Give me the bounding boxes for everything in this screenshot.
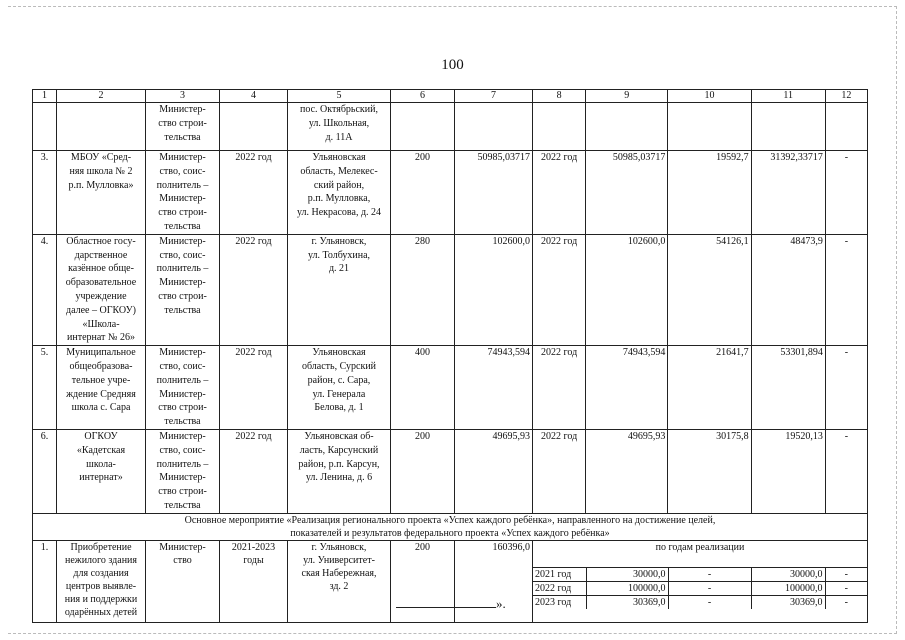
other-funds: - — [825, 429, 867, 513]
table-row — [33, 346, 868, 430]
row-number: 1. — [33, 540, 57, 622]
signature-line — [396, 597, 496, 608]
address: Ульяновская область, Сурский район, с. Сара, ул. Генерала Белова, д. 1 — [288, 346, 391, 430]
period — [220, 103, 288, 151]
data-table — [32, 89, 868, 623]
by-years-label: по годам реализации — [533, 541, 867, 568]
executor: Министер- ство строи- тельства — [146, 103, 220, 151]
funding-total: 102600,0 — [586, 234, 668, 345]
address: пос. Октябрьский, ул. Школьная, д. 11А — [288, 103, 391, 151]
total-cost: 50985,03717 — [455, 151, 533, 235]
header-cell: 6 — [391, 90, 455, 103]
page-number: 100 — [441, 57, 464, 73]
regional-funds: 19520,13 — [751, 429, 825, 513]
other-funds: - — [825, 234, 867, 345]
period: 2022 год — [220, 429, 288, 513]
federal-funds: 21641,7 — [668, 346, 751, 430]
year-label: 2021 год — [533, 568, 586, 582]
capacity: 200 — [391, 540, 455, 622]
row-number: 4. — [33, 234, 57, 345]
year-row — [533, 581, 867, 595]
year-total: 30369,0 — [586, 595, 668, 609]
year-label: 2023 год — [533, 595, 586, 609]
capacity: 200 — [391, 151, 455, 235]
total-cost — [455, 103, 533, 151]
funding-total: 50985,03717 — [586, 151, 668, 235]
header-cell: 2 — [57, 90, 146, 103]
header-cell: 12 — [825, 90, 867, 103]
year-regional: 100000,0 — [751, 581, 825, 595]
total-cost: 49695,93 — [455, 429, 533, 513]
funding-year: 2022 год — [533, 346, 586, 430]
funding-year — [533, 103, 586, 151]
year-total: 100000,0 — [586, 581, 668, 595]
table-row — [33, 234, 868, 345]
period: 2022 год — [220, 234, 288, 345]
table-body — [33, 103, 868, 514]
year-regional: 30000,0 — [751, 568, 825, 582]
funding-year: 2022 год — [533, 429, 586, 513]
total-cost: 74943,594 — [455, 346, 533, 430]
other-funds: - — [825, 151, 867, 235]
year-federal: - — [668, 568, 751, 582]
funding-year: 2022 год — [533, 234, 586, 345]
other-funds: - — [825, 346, 867, 430]
year-other: - — [825, 595, 867, 609]
executor: Министер- ство, соис- полнитель – Министер- ство строи- тельства — [146, 429, 220, 513]
year-total: 30000,0 — [586, 568, 668, 582]
regional-funds: 48473,9 — [751, 234, 825, 345]
header-cell: 11 — [751, 90, 825, 103]
regional-funds — [751, 103, 825, 151]
footer-suffix: ». — [496, 596, 506, 611]
period: 2021-2023 годы — [220, 540, 288, 622]
capacity — [391, 103, 455, 151]
federal-funds: 54126,1 — [668, 234, 751, 345]
executor: Министер- ство, соис- полнитель – Министер- ство строи- тельства — [146, 346, 220, 430]
other-funds — [825, 103, 867, 151]
header-cell: 10 — [668, 90, 751, 103]
row-number — [33, 103, 57, 151]
federal-funds: 19592,7 — [668, 151, 751, 235]
total-cost: 102600,0 — [455, 234, 533, 345]
years-cell — [533, 540, 868, 622]
row-number: 6. — [33, 429, 57, 513]
table-row — [33, 103, 868, 151]
capacity: 280 — [391, 234, 455, 345]
year-federal: - — [668, 595, 751, 609]
address: Ульяновская об- ласть, Карсунский район, р.п. Карсун, ул. Ленина, д. 6 — [288, 429, 391, 513]
year-other: - — [825, 581, 867, 595]
section-row — [33, 513, 868, 540]
footer-closing — [396, 596, 506, 612]
executor: Министер- ство — [146, 540, 220, 622]
period: 2022 год — [220, 346, 288, 430]
object-name: Муниципальное общеобразова- тельное учре- ждение Средняя школа с. Сара — [57, 346, 146, 430]
header-cell: 3 — [146, 90, 220, 103]
year-federal: - — [668, 581, 751, 595]
header-cell: 1 — [33, 90, 57, 103]
header-cell: 4 — [220, 90, 288, 103]
federal-funds — [668, 103, 751, 151]
section-title: Основное мероприятие «Реализация регионального проекта «Успех каждого ребёнка», направленного на достижение целей, показателей и результатов федерального проекта «Успех каждого ребёнка» — [33, 513, 868, 540]
header-cell: 7 — [455, 90, 533, 103]
table-row — [33, 151, 868, 235]
header-cell: 5 — [288, 90, 391, 103]
object-name: Областное госу- дарственное казённое обще- образовательное учреждение далее – ОГКОУ) «Школа- интернат № 26» — [57, 234, 146, 345]
header-cell: 8 — [533, 90, 586, 103]
funding-year: 2022 год — [533, 151, 586, 235]
funding-total: 74943,594 — [586, 346, 668, 430]
regional-funds: 31392,33717 — [751, 151, 825, 235]
header-cell: 9 — [586, 90, 668, 103]
executor: Министер- ство, соис- полнитель – Министер- ство строи- тельства — [146, 234, 220, 345]
funding-total — [586, 103, 668, 151]
capacity: 400 — [391, 346, 455, 430]
table-row — [33, 429, 868, 513]
year-label: 2022 год — [533, 581, 586, 595]
period: 2022 год — [220, 151, 288, 235]
year-row — [533, 568, 867, 582]
object-name: ОГКОУ «Кадетская школа- интернат» — [57, 429, 146, 513]
funding-total: 49695,93 — [586, 429, 668, 513]
executor: Министер- ство, соис- полнитель – Министер- ство строи- тельства — [146, 151, 220, 235]
total-cost: 160396,0 — [455, 540, 533, 622]
address: г. Ульяновск, ул. Толбухина, д. 21 — [288, 234, 391, 345]
object-name: МБОУ «Сред- няя школа № 2 р.п. Мулловка» — [57, 151, 146, 235]
year-regional: 30369,0 — [751, 595, 825, 609]
regional-funds: 53301,894 — [751, 346, 825, 430]
object-name — [57, 103, 146, 151]
object-name: Приобретение нежилого здания для создания центров выявле- ния и поддержки одарённых детей — [57, 540, 146, 622]
row-number: 5. — [33, 346, 57, 430]
header-row — [33, 90, 868, 103]
row-number: 3. — [33, 151, 57, 235]
years-table — [533, 568, 867, 609]
address: Ульяновская область, Мелекес- ский район, р.п. Мулловка, ул. Некрасова, д. 24 — [288, 151, 391, 235]
federal-funds: 30175,8 — [668, 429, 751, 513]
year-other: - — [825, 568, 867, 582]
year-row — [533, 595, 867, 609]
address: г. Ульяновск, ул. Университет- ская Набережная, зд. 2 — [288, 540, 391, 622]
capacity: 200 — [391, 429, 455, 513]
